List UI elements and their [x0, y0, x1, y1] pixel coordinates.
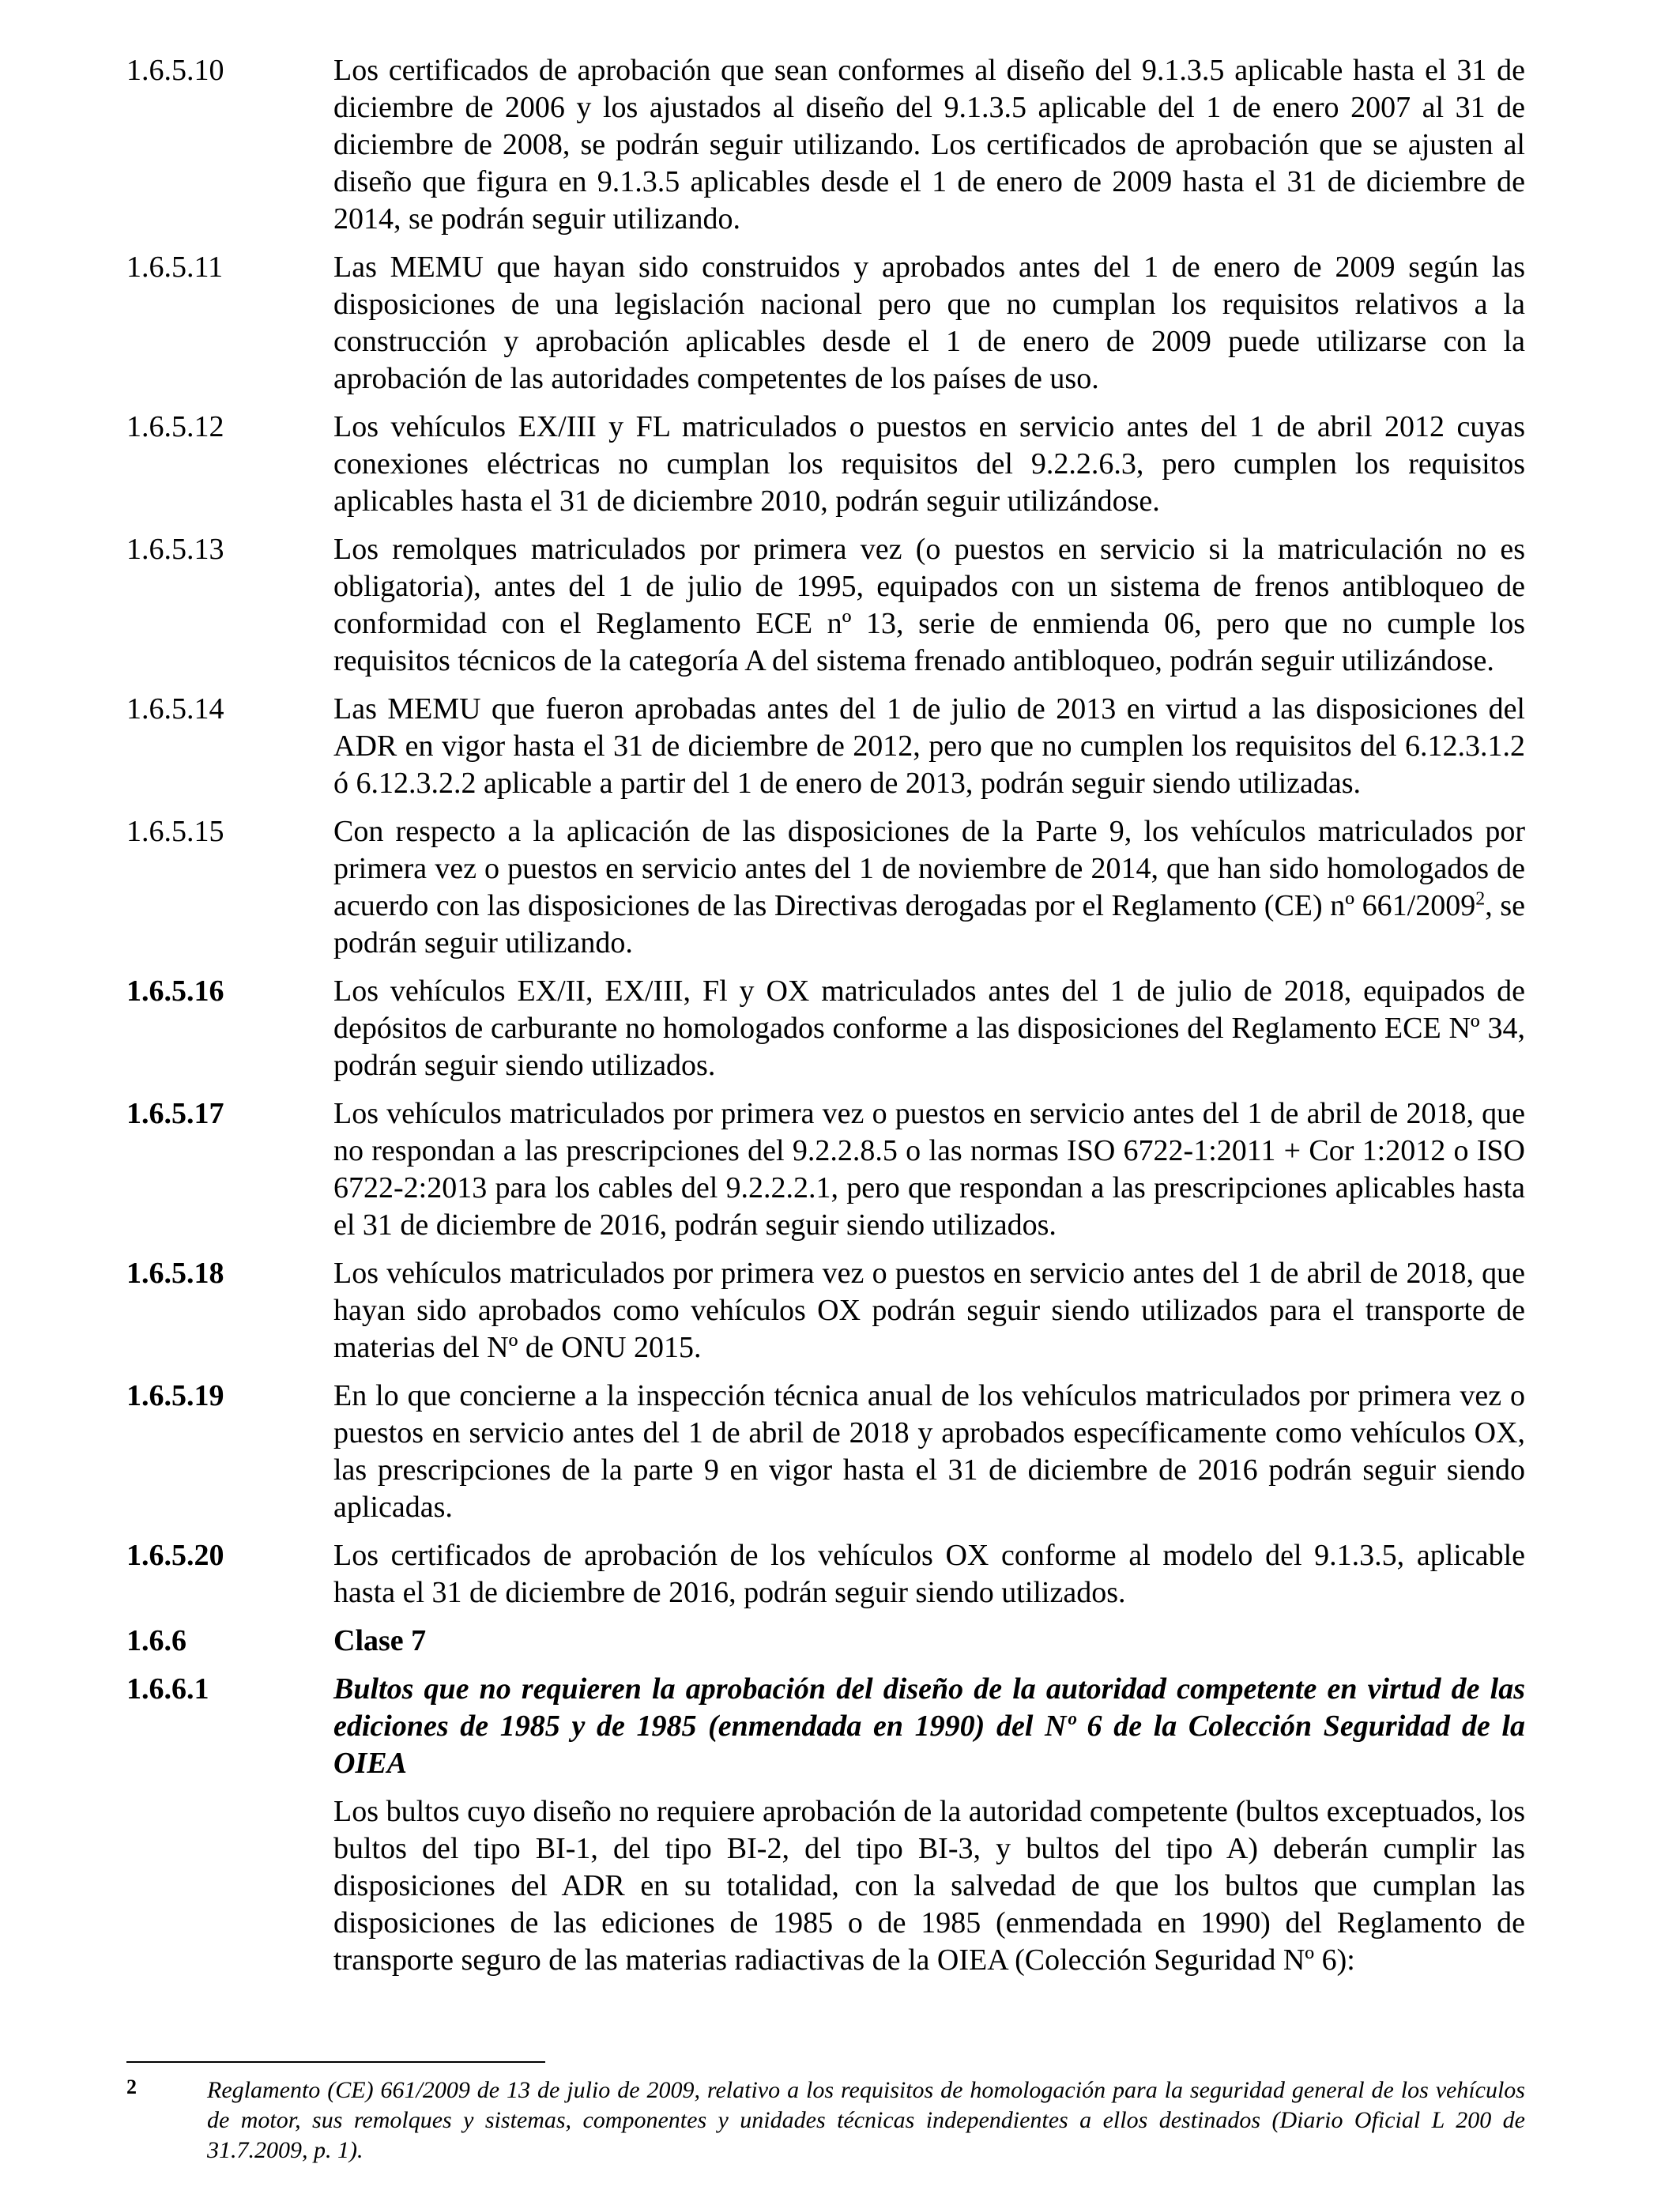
section-number: 1.6.5.15	[126, 815, 224, 848]
footnote-separator	[126, 2061, 545, 2063]
section-number: 1.6.6	[126, 1624, 186, 1657]
section-1-6-5-11	[126, 249, 1525, 398]
section-number: 1.6.5.17	[126, 1097, 224, 1130]
section-1-6-6-1-paragraph: Los bultos cuyo diseño no requiere aprobación de la autoridad competente (bultos exceptuados, los bultos del tipo BI-1, del tipo BI-2, del tipo BI-3, y bultos del tipo A) deberán cumplir las disposiciones del ADR en su totalidad, con la salvedad de que los bultos que cumplan las disposiciones de las ediciones de 1985 o de 1985 (enmendada en 1990) del Reglamento de transporte seguro de las materias radiactivas de la OIEA (Colección Seguridad Nº 6):	[333, 1795, 1525, 1977]
section-number: 1.6.6.1	[126, 1672, 209, 1706]
section-1-6-5-14	[126, 691, 1525, 802]
section-number: 1.6.5.12	[126, 410, 224, 443]
section-text: Los vehículos matriculados por primera vez o puestos en servicio antes del 1 de abril de 2018, que hayan sido aprobados como vehículos OX podrán seguir siendo utilizados para el transporte de materias del Nº de ONU 2015.	[333, 1257, 1525, 1364]
section-1-6-6-1	[126, 1671, 1525, 1782]
section-text: Los remolques matriculados por primera vez (o puestos en servicio si la matriculación no es obligatoria), antes del 1 de julio de 1995, equipados con un sistema de frenos antibloqueo de conformidad con el Reglamento ECE nº 13, serie de enmienda 06, pero que no cumple los requisitos técnicos de la categoría A del sistema frenado antibloqueo, podrán seguir utilizándose.	[333, 533, 1525, 677]
section-1-6-5-18	[126, 1255, 1525, 1367]
section-heading: Clase 7	[333, 1624, 427, 1657]
section-number: 1.6.5.16	[126, 974, 224, 1008]
section-1-6-5-17	[126, 1095, 1525, 1244]
section-text: Las MEMU que hayan sido construidos y aprobados antes del 1 de enero de 2009 según las disposiciones de una legislación nacional pero que no cumplan los requisitos relativos a la construcción y aprobación aplicables desde el 1 de enero de 2009 puede utilizarse con la aprobación de las autoridades competentes de los países de uso.	[333, 251, 1525, 395]
section-1-6-5-10	[126, 52, 1525, 238]
footnote	[126, 2075, 1525, 2166]
section-number: 1.6.5.14	[126, 692, 224, 726]
section-subheading: Bultos que no requieren la aprobación del diseño de la autoridad competente en virtud de las ediciones de 1985 y de 1985 (enmendada en 1990) del Nº 6 de la Colección Seguridad de la OIEA	[333, 1672, 1525, 1780]
section-text: Los vehículos matriculados por primera vez o puestos en servicio antes del 1 de abril de 2018, que no respondan a las prescripciones del 9.2.2.8.5 o las normas ISO 6722-1:2011 + Cor 1:2012 o ISO 6722-2:2013 para los cables del 9.2.2.2.1, pero que respondan a las prescripciones aplicables hasta el 31 de diciembre de 2016, podrán seguir siendo utilizados.	[333, 1097, 1525, 1242]
section-number: 1.6.5.18	[126, 1257, 224, 1290]
section-number: 1.6.5.19	[126, 1379, 224, 1412]
section-number: 1.6.5.10	[126, 54, 224, 87]
section-text: Los vehículos EX/II, EX/III, Fl y OX matriculados antes del 1 de julio de 2018, equipados de depósitos de carburante no homologados conforme a las disposiciones del Reglamento ECE Nº 34, podrán seguir siendo utilizados.	[333, 974, 1525, 1082]
section-1-6-5-16	[126, 973, 1525, 1084]
footnote-text: Reglamento (CE) 661/2009 de 13 de julio de 2009, relativo a los requisitos de homologación para la seguridad general de los vehículos de motor, sus remolques y sistemas, componentes y unidades técnicas independientes a ellos destinados (Diario Oficial L 200 de 31.7.2009, p. 1).	[207, 2077, 1525, 2163]
section-1-6-5-20	[126, 1537, 1525, 1612]
section-text-tail: , se podrán seguir utilizando.	[333, 889, 1526, 959]
section-text-main: Con respecto a la aplicación de las disposiciones de la Parte 9, los vehículos matriculados por primera vez o puestos en servicio antes del 1 de noviembre de 2014, que han sido homologados de acuerdo con las disposiciones de las Directivas derogadas por el Reglamento (CE) nº 661/2009	[333, 815, 1525, 922]
section-1-6-5-13	[126, 531, 1525, 680]
footnote-reference[interactable]: 2	[1475, 888, 1486, 910]
section-text: Los certificados de aprobación de los vehículos OX conforme al modelo del 9.1.3.5, aplicable hasta el 31 de diciembre de 2016, podrán seguir siendo utilizados.	[333, 1539, 1525, 1609]
document-body	[126, 52, 1525, 1990]
section-1-6-5-19	[126, 1378, 1525, 1526]
section-number: 1.6.5.20	[126, 1539, 224, 1572]
section-1-6-6	[126, 1623, 1525, 1660]
section-number: 1.6.5.11	[126, 251, 224, 284]
section-text: Las MEMU que fueron aprobadas antes del 1 de julio de 2013 en virtud a las disposiciones del ADR en vigor hasta el 31 de diciembre de 2012, pero que no cumplen los requisitos del 6.12.3.1.2 ó 6.12.3.2.2 aplicable a partir del 1 de enero de 2013, podrán seguir siendo utilizadas.	[333, 692, 1525, 800]
footnote-mark: 2	[126, 2075, 137, 2098]
section-number: 1.6.5.13	[126, 533, 224, 566]
section-text: En lo que concierne a la inspección técnica anual de los vehículos matriculados por primera vez o puestos en servicio antes del 1 de abril de 2018 y aprobados específicamente como vehículos OX, las prescripciones de la parte 9 en vigor hasta el 31 de diciembre de 2016 podrán seguir siendo aplicadas.	[333, 1379, 1525, 1524]
section-text	[333, 813, 1525, 962]
section-1-6-5-15	[126, 813, 1525, 962]
section-text: Los certificados de aprobación que sean conformes al diseño del 9.1.3.5 aplicable hasta el 31 de diciembre de 2006 y los ajustados al diseño del 9.1.3.5 aplicable del 1 de enero 2007 al 31 de diciembre de 2008, se podrán seguir utilizando. Los certificados de aprobación que se ajusten al diseño que figura en 9.1.3.5 aplicables desde el 1 de enero de 2009 hasta el 31 de diciembre de 2014, se podrán seguir utilizando.	[333, 54, 1525, 236]
section-text: Los vehículos EX/III y FL matriculados o puestos en servicio antes del 1 de abril 2012 cuyas conexiones eléctricas no cumplan los requisitos del 9.2.2.6.3, pero cumplen los requisitos aplicables hasta el 31 de diciembre 2010, podrán seguir utilizándose.	[333, 410, 1525, 518]
section-1-6-5-12	[126, 409, 1525, 520]
